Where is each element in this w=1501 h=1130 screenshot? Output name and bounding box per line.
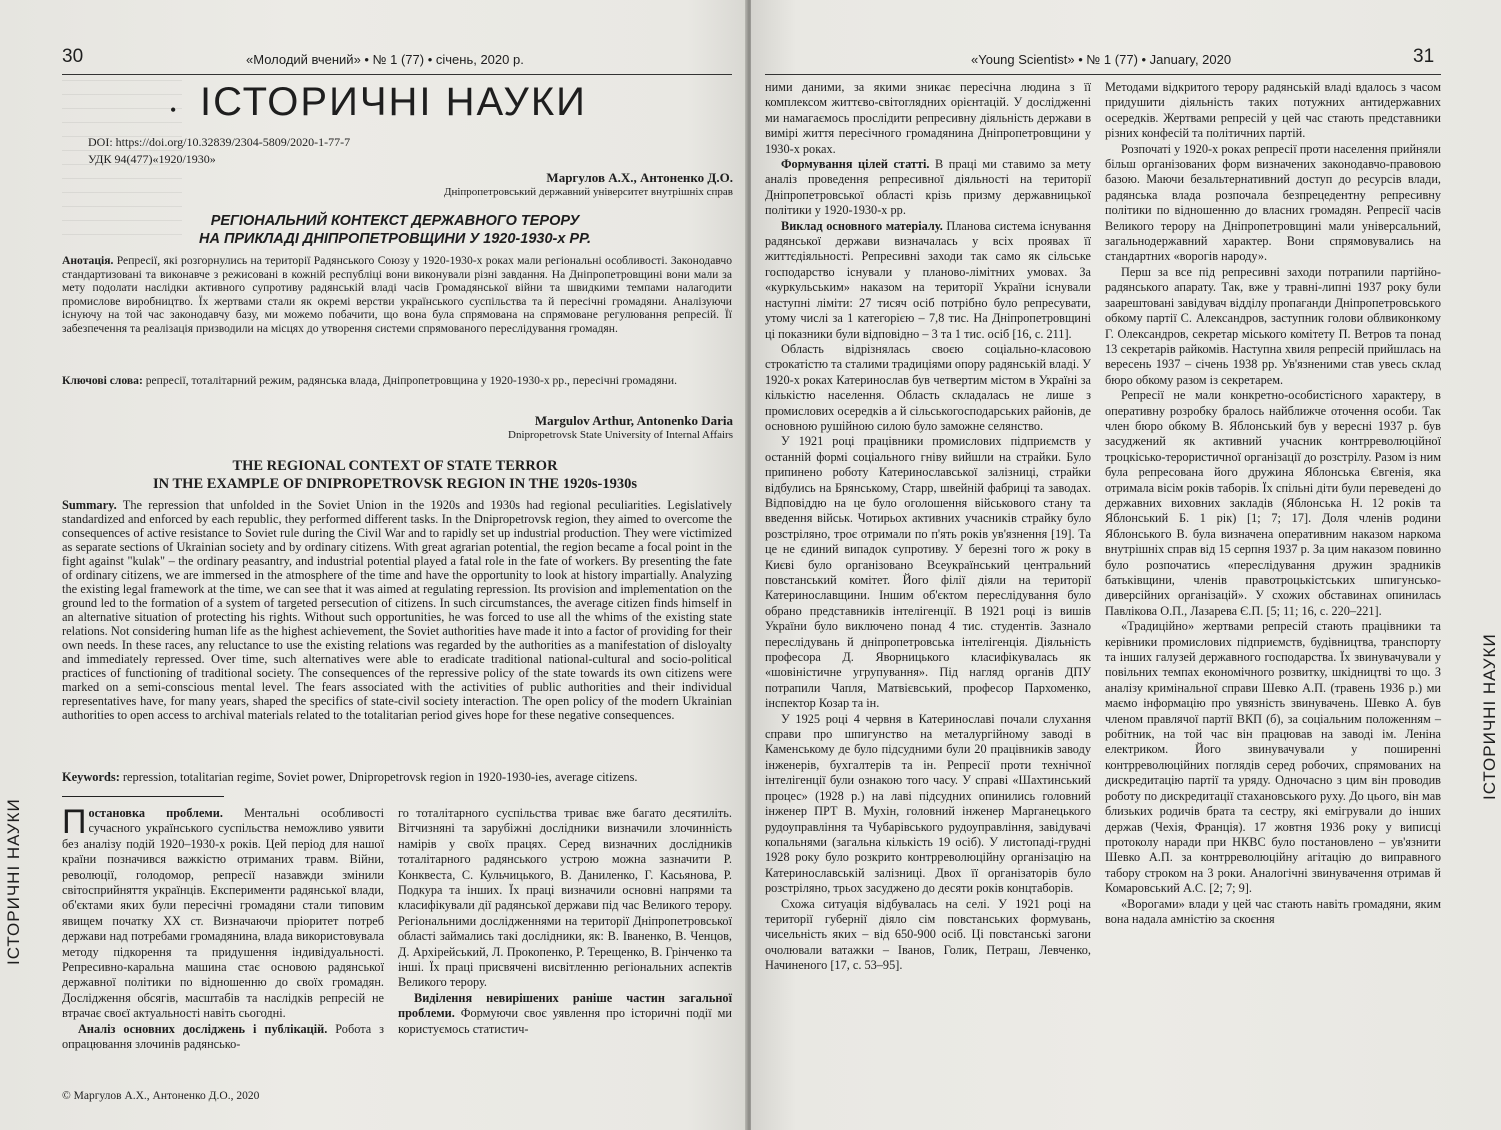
paper-title-en-line1: THE REGIONAL CONTEXT OF STATE TERROR xyxy=(232,458,558,474)
intro-text: Ментальні особливості сучасного українського суспільства неможливо уявити без аналізу подій 1920–1930-х років. Цей період для нашої країни позначився важкістю отриманих травм. Війни, революції, голодомор, репресії назавжди змінили світосприйняття українців. Експерименти радянської влади, об'єктами яких були пересічні громадяни стали типовим явищем початку ХХ ст. Визначаючи пріоритет потреб держави над потребами громадянина, влада використовувала методу підкорення та придушення індивідуальності. Репресивно-каральна машина стає основою радянської державної політики по відношенню до своїх громадян. Дослідження обсягів, масштабів та наслідків репресій не втрачає своєї актуальності навіть сьогодні. xyxy=(62,806,384,1021)
side-section-label-right: ІСТОРИЧНІ НАУКИ xyxy=(1480,633,1499,800)
unresolved-heading: Виділення невирішених раніше частин загальної проблеми. xyxy=(398,990,732,1021)
page-number-right: 31 xyxy=(1413,46,1435,67)
r-c1-paragraph-3: Область відрізнялась своєю соціально-класовою строкатістю та сталими традиціями опору радянській владі. У 1920-х роках Катеринослав був четвертим містом в Україні за кількістю населення. Область складалась не лише з промислових осередків а й сільськогосподарських районів, де основною рушійною силою було заможне селянство. xyxy=(765,341,1091,433)
r-c2-paragraph-0: Методами відкритого терору радянській владі вдалось з часом придушити діяльність таких потужних антидержавних осередків. Жертвами репресій у цей час стають представники різних конфесій та політичних партій. xyxy=(1105,80,1441,141)
keywords-ua xyxy=(62,374,732,388)
summary-label: Summary. xyxy=(62,498,117,512)
paper-title-en xyxy=(60,457,730,493)
keywords-ua-label: Ключові слова: xyxy=(62,374,143,387)
header-rule-right xyxy=(765,74,1441,75)
paper-title-en-line2: IN THE EXAMPLE OF DNIPROPETROVSK REGION IN THE 1920s-1930s xyxy=(153,476,637,492)
udc: УДК 94(477)«1920/1930» xyxy=(88,152,216,166)
author-ua: Маргулов А.Х., Антоненко Д.О. xyxy=(546,170,733,185)
page-number-left: 30 xyxy=(62,46,84,67)
drop-cap: П xyxy=(62,803,87,841)
section-title: ІСТОРИЧНІ НАУКИ xyxy=(200,80,587,124)
unresolved-paragraph xyxy=(398,991,732,1037)
annotation-label: Анотація. xyxy=(62,254,114,267)
r-c1-paragraph-0: ними даними, за якими зникає пересічна людина з її комплексом життєво-світоглядних орієнтацій. У дослідженні ми намагаємось прослідити репресивну діяльність держави в вимірі життя пересічного громадянина Дніпропетровщини у 1930-х роках. xyxy=(765,80,1091,156)
summary-text: The repression that unfolded in the Soviet Union in the 1920s and 1930s had regional peculiarities. Legislatively standardized and enforced by each republic, they performed different tasks. In the Dnipropetrovsk region, they aimed to overcome the consequences of active resistance to Soviet rule during the Civil War and to rapidly set up industrial production. They were victimized as separate sections of Ukrainian society and by ordinary citizens. With great agrarian potential, the region became a focal point in the fight against "kulak" – the ordinary peasantry, and industrial potential played a fatal role in the fate of workers. By presenting the fate of ordinary citizens, we are immersed in the atmosphere of the time and have the opportunity to look at history impartially. Analyzing the existing legal framework at the time, we can see that it was aimed at regulating repression. Its provision and implementation on the ground led to the formation of a system of targeted persecution of citizens. In such circumstances, the average citizen finds himself in an alternative situation of protecting his rights. Without such opportunities, he was forced to use all the whims of the existing state relations. Not considering human life as the highest achievement, the Soviet authorities have made it into a factor of providing for their own needs. In these races, any reluctance to use the existing relations was regarded by the authorities as a manifestation of disloyalty and immediately repressed. Over time, such alternatives were able to eradicate traditional national-cultural and socio-political practices of functioning of traditional society. The consequences of the repressive policy of the state towards its own citizens were marked on a semi-conscious mental level. The fears associated with the activities of public authorities and their individual representatives have, for many years, shaped the specifics of state-civil society interaction. The open policy of the modern Ukrainian authorities to open access to archival materials related to the totalitarian period gives hope for these negative consequences. xyxy=(62,498,732,722)
running-head-left: «Молодий вчений» • № 1 (77) • січень, 2020 р. xyxy=(246,52,524,67)
r-c2-paragraph-5: «Ворогами» влади у цей час стають навіть громадяни, яким вона надала амністію за скоєння xyxy=(1105,896,1441,926)
column-rule xyxy=(62,796,224,797)
annotation-text: Репресії, які розгорнулись на території Радянського Союзу у 1920-1930-х роках мали регіональні особливості. Законодавчо стандартизовані та виконавче з режисовані в кожній республіці вони виконували різні завдання. На Дніпропетровщині вони мали за мету подолати наслідки активного супротиву радянській владі часів Громадянської війни та швидкими темпами налагодити промислове виробництво. Їх жертвами стали як окремі верстви українського суспільства та й пересічні громадяни. Аналізуючи існуючу на той час законодавчу базу, ми можемо побачити, що вона була спрямована на спрямоване регулювання репресій. Її забезпечення та реалізація призводили на місцях до утворення системи спрямованого переслідування громадян. xyxy=(62,254,732,335)
paper-title-ua-line1: РЕГІОНАЛЬНИЙ КОНТЕКСТ ДЕРЖАВНОГО ТЕРОРУ xyxy=(210,213,580,229)
keywords-en xyxy=(62,770,732,784)
r-c2-paragraph-3: Репресії не мали конкретно-особистісного характеру, в оперативну розробку бралось найближче оточення особи. Так член бюро обкому В. Яблонський був у вересні 1937 р. був засуджений як активний учасник контрреволюційної троцкісько-терористичної організації до розстрілу. Разом із ним була репресована його дружина Яблонська Євгенія, яка отримала вісім років таборів. Їх спільні діти були переведені до державних виховних закладів (Яблонська Н. 12 років та Яблонський Б. 1 рік) [1; 7; 17]. Доля членів родини Яблонського В. була визначена оперативним наказом наркома внутрішніх справ від 15 серпня 1937 р. За цим наказом повинно було розпочатись «переслідування дружин зрадників батьківщини, членів правотроцькістських шпигунсько-диверсійних організацій». У схожих обставинах опинилась Павлікова О.П., Лазарева Є.П. [5; 11; 16, с. 220–221]. xyxy=(1105,388,1441,618)
unresolved-text: Формуючи своє уявлення про історичні події ми користуємось статистич- xyxy=(398,1006,732,1036)
goals-text: В праці ми ставимо за мету аналіз проведення репресивної діяльності на території Дніпропетровської області крізь призму державницької політики у 1920-1930-х рр. xyxy=(765,157,1091,218)
r-c2-paragraph-2: Перш за все під репресивні заходи потрапили партійно-радянського апарату. Так, вже у травні-липні 1937 року були заарештовані завідувач відділу пропаганди Дніпропетровського обкому партії С. Александров, заступник голови облвиконкому Г. Олександров, секретар міського комітету П. Ветров та понад 13 секретарів райкомів. Наступна хвиля репресій прийшлась на вересень 1937 – січень 1938 рр. Ув'язненими став увесь склад бюро обкому разом із секретарем. xyxy=(1105,264,1441,387)
analysis-text: Робота з опрацювання злочинів радянсько- xyxy=(62,1021,384,1052)
r-c1-paragraph-5: У 1925 році 4 червня в Катеринославі почали слухання справи про шпигунство на металургійному заводі в Каменському де було підсудними були 20 працівників заводу інженерів, бухгалтерів та ін. Репресії проти технічної інтелігенції були ознакою того часу. У справі «Шахтинський процес» (1928 р.) на лаві підсудних опинились головний інженер ПРТ В. Мухін, головний інженер Марганецького рудоуправління та Чубарівського рудоуправління, завідувачі копальнями (загальна кількість 19 осіб). У листопаді-грудні 1928 року було розкрито контрреволюційну організацію на Катеринославській залізниці. Двох її організаторів було розстріляно, трьох засуджено до десяти років концтаборів. xyxy=(765,711,1091,896)
affiliation-en: Dnipropetrovsk State University of Internal Affairs xyxy=(508,429,733,441)
intro-heading: остановка проблеми. xyxy=(88,806,223,820)
main-material-text: Планова система існування радянської держави визначалась у всіх проявах її життєдіяльності. Репресивні заходи так само як сільське господарство існували у планово-лімітних умовах. За «куркульським» наказом на території України існували наступні ліміти: 27 тисяч осіб потрібно було репресувати, утому числі за 1 категорією – 7,8 тис. На Дніпропетровщині ці показники були відповідно – 3 та 1 тис. осіб [16, с. 211]. xyxy=(765,218,1091,341)
r-c1-paragraph-4: У 1921 році працівники промислових підприємств у останній формі соціального гніву вийшли на страйки. Було припинено роботу Катеринославської залізниці, страйки відбулись на Брянському, Старр, швейній фабриці та заводах. Відповіддю на це було оголошення військового стану та введення військ. Чотирьох активних учасників страйку було розстріляно, троє отримали по п'ять років ув'язнення [19]. Та це не єдиний випадок супротиву. У березні того ж року в Києві було організовано Всеукраїнський центральний повстанський комітет. Його філії діяли на території Катеринославщини. Іншим об'єктом переслідування було обрано представників інтелігенції. В 1921 році із вишів України було виключено понад 4 тис. студентів. Зазнало переслідувань й дніпропетровська інтелігенція. Діяльність професора Д. Яворницького класифікувалась як «шовіністичне угрупування». Під нагляд органів ДПУ потрапили Чапля, Матвієвський, професор Пархоменко, інспектор Козар та ін. xyxy=(765,434,1091,711)
analysis-heading: Аналіз основних досліджень і публікацій. xyxy=(78,1021,328,1036)
right-column-1 xyxy=(765,80,1091,974)
r-c2-paragraph-1: Розпочаті у 1920-х роках репресії проти населення прийняли більш організованих форм визначених законодавчо-правовою базою. Маючи безальтернативний доступ до ресурсів влади, радянська влада розпочала безпрецедентну репресивну політики по відношенню до власних громадян. Репресії часів Великого терору на Дніпропетровщині мали універсальний, загальнодержавний характер. Вони спрямовувались на стандартних «ворогів народу». xyxy=(1105,141,1441,264)
section-bullet: • xyxy=(170,100,177,120)
paper-title-ua xyxy=(60,212,730,248)
right-page xyxy=(751,0,1501,1130)
keywords-en-label: Keywords: xyxy=(62,770,120,784)
author-en: Margulov Arthur, Antonenko Daria xyxy=(534,413,733,428)
intro-paragraph xyxy=(62,803,384,1022)
r-c1-paragraph-6: Схожа ситуація відбувалась на селі. У 1921 році на території губернії діяло сім повстанських формувань, чисельність яких – від 650-900 осіб. Ці повстанські загони очолювали ватажки – Іванов, Голик, Петраш, Левченко, Начиненого [17, с. 53–95]. xyxy=(765,896,1091,973)
left-column-2 xyxy=(398,806,732,1037)
main-material-paragraph xyxy=(765,219,1091,342)
doi: DOI: https://doi.org/10.32839/2304-5809/2020-1-77-7 xyxy=(88,135,351,149)
goals-heading: Формування цілей статті. xyxy=(781,157,930,172)
affiliation-ua: Дніпропетровський державний університет внутрішніх справ xyxy=(443,186,733,198)
main-material-heading: Виклад основного матеріалу. xyxy=(781,218,943,233)
keywords-ua-text: репресії, тоталітарний режим, радянська влада, Дніпропетровщина у 1920-1930-х рр., пересічні громадяни. xyxy=(142,374,677,387)
right-column-2 xyxy=(1105,80,1441,927)
left-column-1 xyxy=(62,803,384,1053)
annotation xyxy=(62,254,732,336)
summary xyxy=(62,498,732,722)
copyright-footer: © Маргулов А.Х., Антоненко Д.О., 2020 xyxy=(62,1090,260,1102)
r-c2-paragraph-4: «Традиційно» жертвами репресій стають працівники та керівники промислових підприємств, будівництва, транспорту та інших галузей державного господарства. Їх звинувачували у повільних темпах економічного розвитку, шкідництві то що. З аналізу кримінальної справи Шевко А.П. (травень 1936 р.) ми маємо інформацію про увязність звинувачень. Шевко А. був членом правлячої партії ВКП (б), за соціальним положенням – робітник, на той час він працював на заводі ім. Леніна електриком. Його звинувачували у поширенні контрреволюційних поглядів серед робочих, спрямованих на дискредитацію партії та уряду. Одночасно з цим він проводив роботу по дискредитації стахановського руху. До цього, він мав близьких родичів брата та сестру, які емігрували до інших держав (Чехія, Франція). 17 жовтня 1936 року у виписці протоколу наради при НКВС було постановлено – ув'язнити Шевко А.П. за контрреволюційну агітацію до виправного табору строком на 3 роки. Аналогічні звинувачення отримав й Комаровський А.С. [2; 7; 9]. xyxy=(1105,619,1441,896)
header-rule-left xyxy=(62,74,732,75)
paper-title-ua-line2: НА ПРИКЛАДІ ДНІПРОПЕТРОВЩИНИ У 1920-1930-х РР. xyxy=(198,231,591,247)
left-page xyxy=(0,0,747,1130)
analysis-paragraph xyxy=(62,1022,384,1053)
side-section-label-left: ІСТОРИЧНІ НАУКИ xyxy=(4,798,23,965)
keywords-en-text: repression, totalitarian regime, Soviet power, Dnipropetrovsk region in 1920-1930-ies, average citizens. xyxy=(119,770,638,784)
goals-paragraph xyxy=(765,157,1091,219)
research-paragraph: го тоталітарного суспільства триває вже багато десятиліть. Вітчизняні та зарубіжні дослідники визначили злочинність намірів у своїх працях. Серед визначних дослідників тоталітарного радянського устрою можна зазначити Р. Конквеста, С. Кульчицького, В. Даниленко, Г. Касьянова, Р. Подкура та інших. Їх праці визначили основні напрями та класифікували дії радянської держави під час Великого терору. Регіональними дослідженнями на території Дніпропетровської області займались такі дослідники, як: В. Іваненко, В. Ченцов, Д. Архірейський, Л. Прокопенко, Р. Терещенко, В. Грінченко та інші. Їх праці присвячені висвітленню регіональних аспектів Великого терору. xyxy=(398,806,732,990)
running-head-right: «Young Scientist» • № 1 (77) • January, 2020 xyxy=(971,52,1232,67)
